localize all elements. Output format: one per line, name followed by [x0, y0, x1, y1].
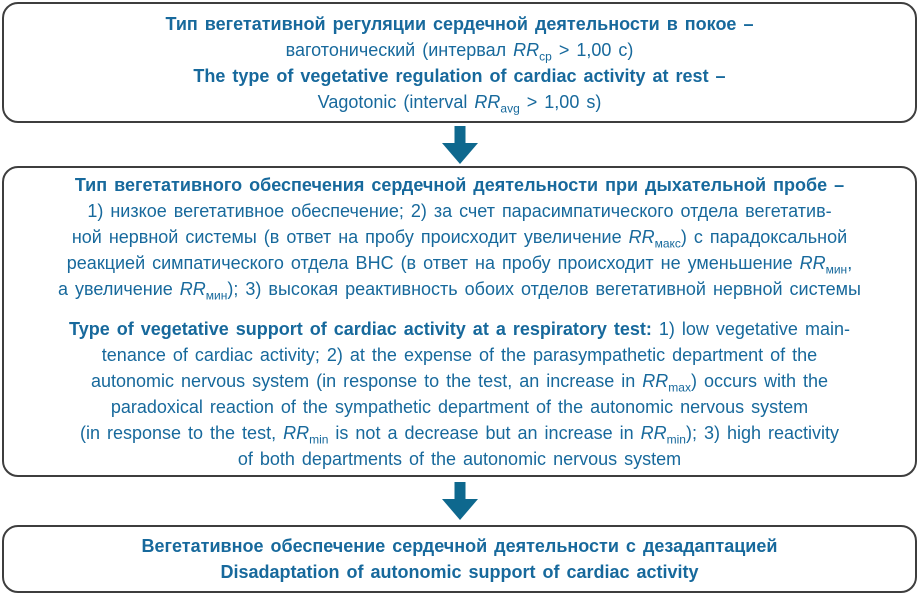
down-arrow-1	[2, 123, 917, 166]
text-line: autonomic nervous system (in response to the test, an increase in $RR_{max}$) occurs with the	[91, 370, 828, 395]
down-arrow-icon	[442, 482, 478, 520]
text-line: ной нервной системы (в ответ на пробу происходит увеличение $RR_{макс}$) с парадоксальной	[71, 226, 848, 251]
down-arrow-icon	[442, 126, 478, 164]
text-line: Disadaptation of autonomic support of cardiac activity	[220, 562, 699, 582]
text-line: Вегетативное обеспечение сердечной деятельности с дезадаптацией	[141, 536, 778, 556]
text-line: (in response to the test, $RR_{min}$ is not a decrease but an increase in $RR_{min}$); 3) high reactivity	[79, 422, 840, 447]
box-vegetative-regulation-rest	[2, 2, 917, 123]
text-line: Vagotonic (interval $RR_{avg} > 1,00$ s)	[317, 91, 602, 116]
text-line: 1) низкое вегетативное обеспечение; 2) за счет парасимпатического отдела вегетатив-	[87, 200, 832, 221]
box-vegetative-support-respiratory-test	[2, 166, 917, 477]
text-line: а увеличение $RR_{мин}$); 3) высокая реактивность обоих отделов вегетативной нервной системы	[58, 278, 861, 303]
box-disadaptation-conclusion	[2, 525, 917, 593]
text-line: реакцией симпатического отдела ВНС (в ответ на пробу происходит не уменьшение $RR_{мин}$,	[66, 252, 853, 277]
paragraph-russian	[14, 172, 905, 302]
text-line: of both departments of the autonomic nervous system	[237, 448, 682, 469]
text-line: ваготонический (интервал $RR_{ср} > 1,00$ с)	[285, 39, 634, 64]
text-line: Тип вегетативного обеспечения сердечной деятельности при дыхательной пробе –	[74, 174, 845, 195]
text-line: Тип вегетативной регуляции сердечной деятельности в покое –	[165, 13, 754, 34]
text-line: paradoxical reaction of the sympathetic department of the autonomic nervous system	[110, 396, 809, 417]
paragraph-english	[14, 316, 905, 472]
text-line: Type of vegetative support of cardiac activity at a respiratory test: 1) low vegetative main-	[69, 318, 850, 339]
text-line: The type of vegetative regulation of cardiac activity at rest –	[193, 65, 726, 86]
text-line: tenance of cardiac activity; 2) at the expense of the parasympathetic department of the	[101, 344, 818, 365]
down-arrow-2	[2, 477, 917, 525]
